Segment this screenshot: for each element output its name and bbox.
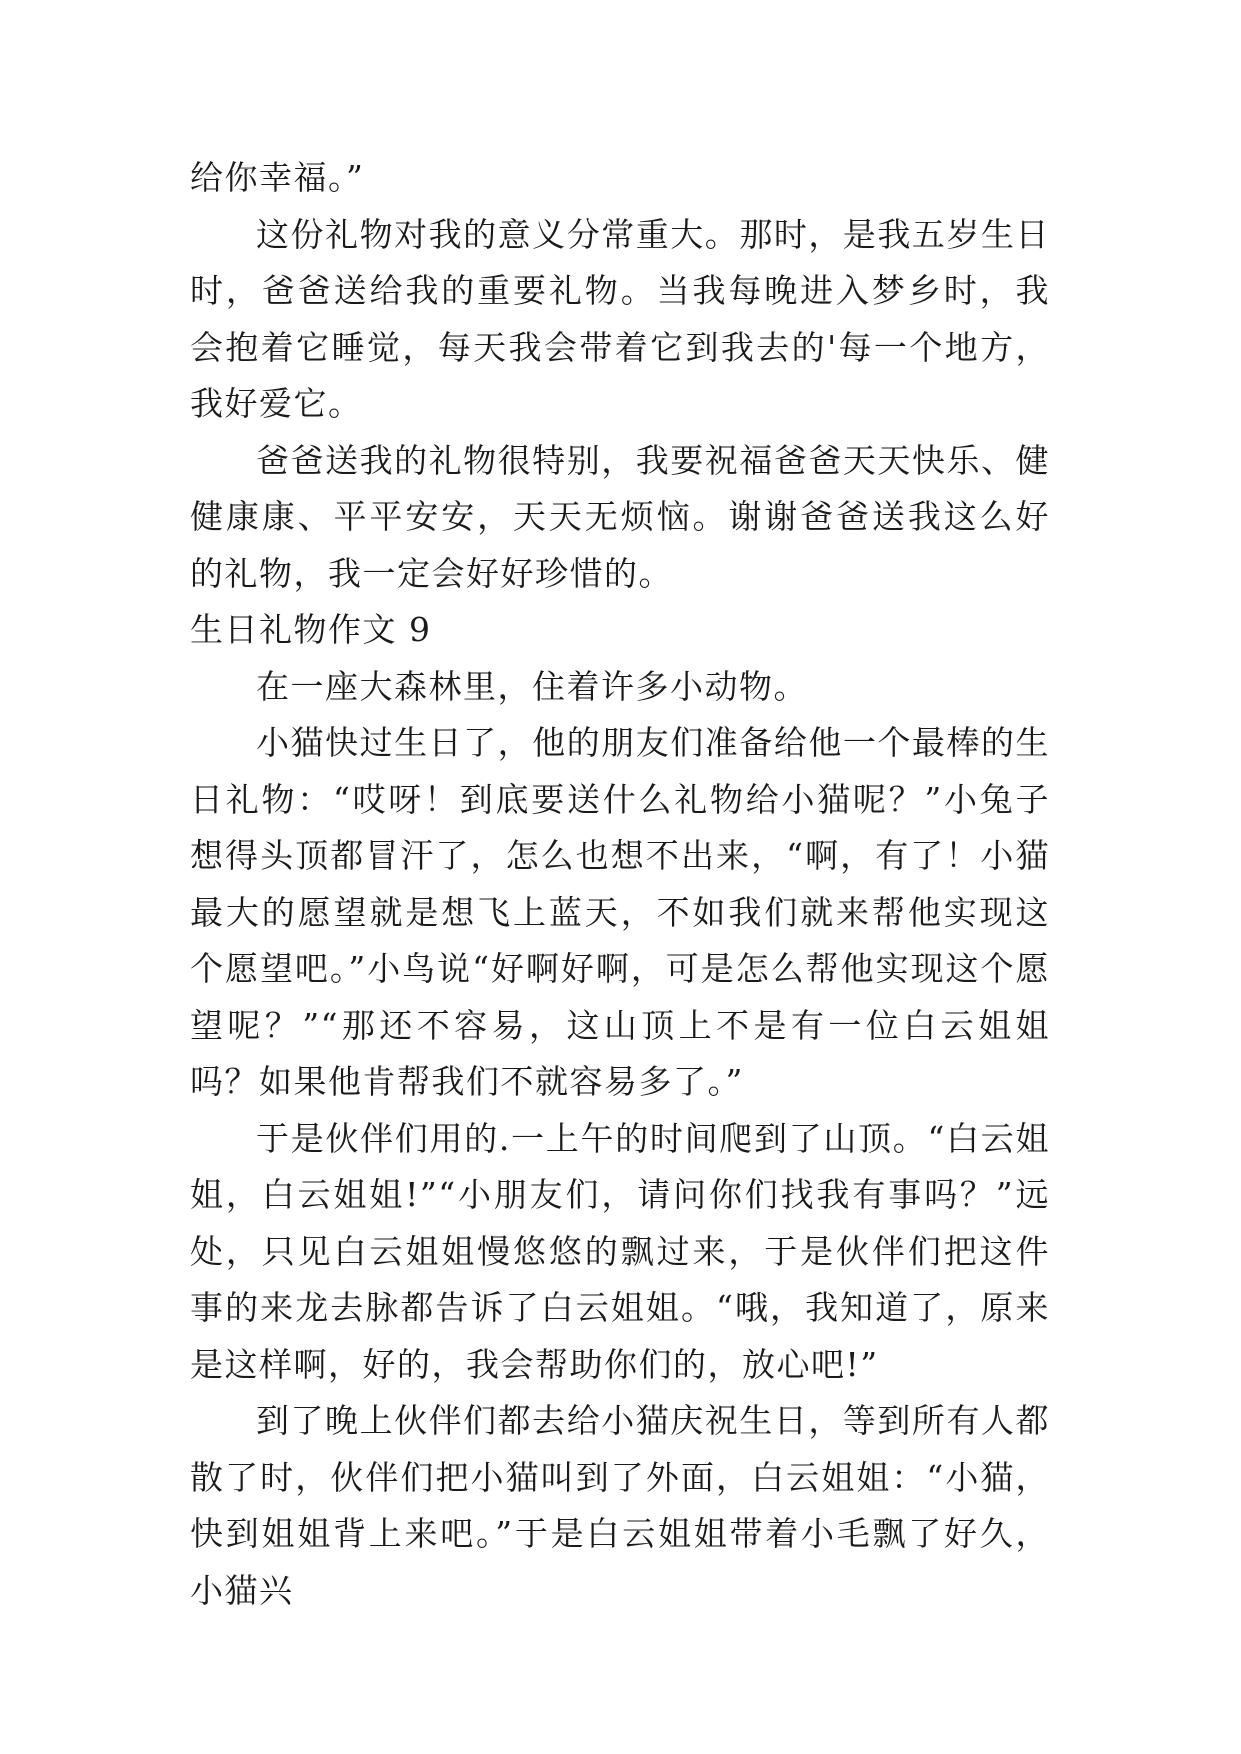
section-heading: 生日礼物作文 9 <box>190 610 432 649</box>
paragraph-2: 这份礼物对我的意义分常重大。那时，是我五岁生日时，爸爸送给我的重要礼物。当我每晚进入梦乡时，我会抱着它睡觉，每天我会带着它到我去的'每一个地方，我好爱它。 <box>190 214 1050 423</box>
paragraph-4: 在一座大森林里，住着许多小动物。 <box>256 666 808 706</box>
paragraph-1: 给你幸福。” <box>190 158 365 197</box>
document-body <box>190 150 1050 1619</box>
paragraph-6: 于是伙伴们用的.一上午的时间爬到了山顶。“白云姐姐，白云姐姐!”“小朋友们，请问你们找我有事吗？”远处，只见白云姐姐慢悠悠的飘过来，于是伙伴们把这件事的来龙去脉都告诉了白云姐姐。“哦，我知道了，原来是这样啊，好的，我会帮助你们的，放心吧!” <box>190 1118 1050 1384</box>
paragraph-5: 小猫快过生日了，他的朋友们准备给他一个最棒的生日礼物：“哎呀！到底要送什么礼物给小猫呢？”小兔子想得头顶都冒汗了，怎么也想不出来，“啊，有了！小猫最大的愿望就是想飞上蓝天，不如我们就来帮他实现这个愿望吧。”小鸟说“好啊好啊，可是怎么帮他实现这个愿望呢？”“那还不容易，这山顶上不是有一位白云姐姐吗？如果他肯帮我们不就容易多了。” <box>190 723 1050 1101</box>
paragraph-7: 到了晚上伙伴们都去给小猫庆祝生日，等到所有人都散了时，伙伴们把小猫叫到了外面，白云姐姐：“小猫，快到姐姐背上来吧。”于是白云姐姐带着小毛飘了好久，小猫兴 <box>190 1401 1050 1610</box>
paragraph-3: 爸爸送我的礼物很特别，我要祝福爸爸天天快乐、健健康康、平平安安，天天无烦恼。谢谢爸爸送我这么好的礼物，我一定会好好珍惜的。 <box>190 440 1050 593</box>
